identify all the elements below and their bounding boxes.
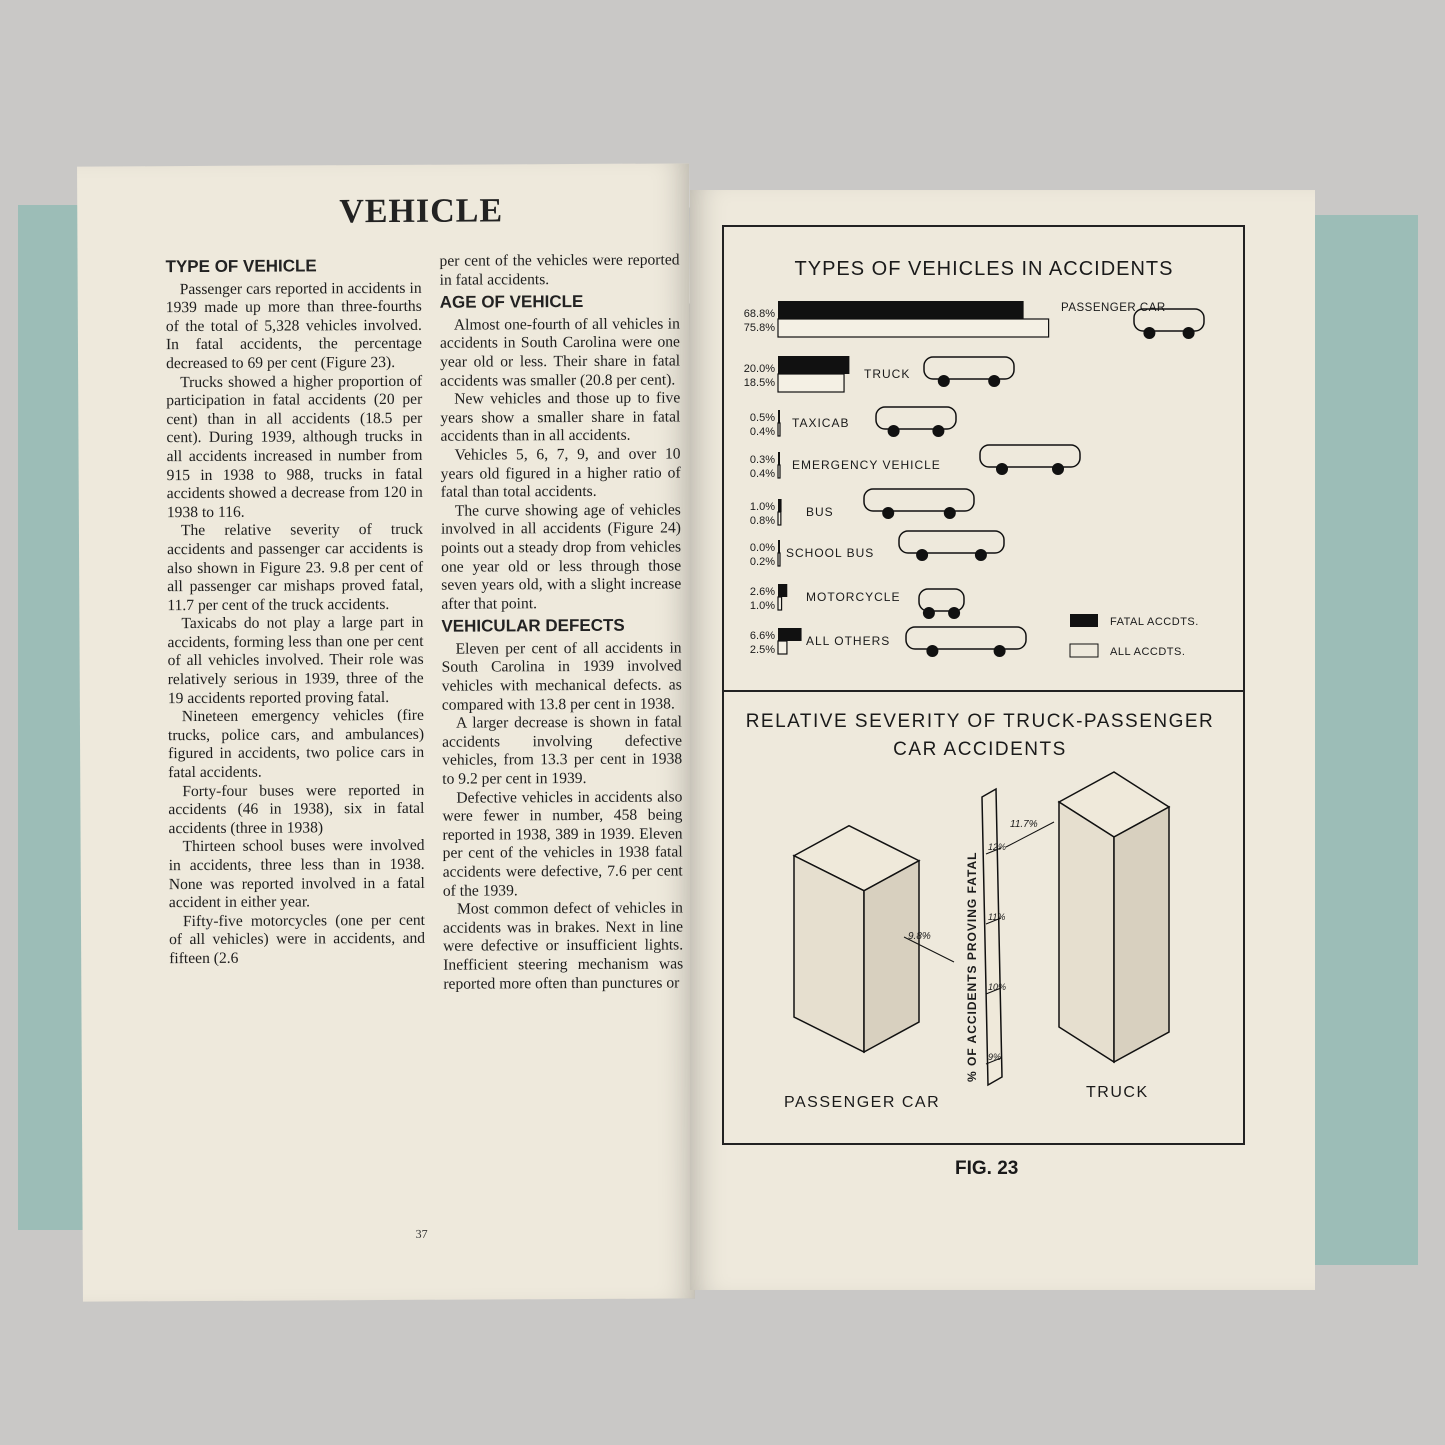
category-label: TRUCK: [864, 367, 911, 381]
fatal-bar: [778, 356, 849, 374]
fatal-bar: [778, 540, 780, 553]
all-bar: [778, 597, 782, 610]
paragraph: Passenger cars reported in accidents in 1939 made up more than three-fourths of the total of 5,328 vehicles involved. In fatal accidents, the percentage decreased to 69 per cent (Figure 23).: [165, 279, 423, 373]
legend-all-label: ALL ACCDTS.: [1110, 646, 1186, 658]
wheel-icon: [882, 507, 894, 519]
section-heading: VEHICULAR DEFECTS: [441, 616, 625, 636]
all-bar: [778, 319, 1049, 337]
category-label: TAXICAB: [792, 416, 850, 430]
section-heading: AGE OF VEHICLE: [439, 292, 584, 312]
page-title: VEHICLE: [339, 192, 504, 231]
wheel-icon: [916, 549, 928, 561]
paragraph: Taxicabs do not play a large part in accidents, forming less than one per cent of all vehicles involved. Their role was relatively serious in 1939, three of the 19 accidents reported proving fatal.: [167, 614, 424, 707]
all-value-label: 0.2%: [749, 556, 775, 568]
horse-cart-icon: [906, 627, 1026, 649]
fatal-bar: [778, 452, 780, 465]
fatal-bar: [778, 499, 782, 512]
paragraph: A larger decrease is shown in fatal accidents involving defective vehicles, from 13.3 per cent in 1938 to 9.2 per cent in 1939.: [442, 713, 683, 788]
fatal-value-label: 0.3%: [749, 454, 775, 466]
school-bus-icon: [899, 531, 1004, 553]
wheel-icon: [988, 375, 1000, 387]
category-label: MOTORCYCLE: [806, 590, 901, 604]
wheel-icon: [1183, 327, 1195, 339]
all-value-label: 2.5%: [749, 644, 775, 656]
right-page: [690, 190, 1315, 1290]
wheel-icon: [1052, 463, 1064, 475]
wheel-icon: [932, 425, 944, 437]
fatal-value-label: 20.0%: [743, 363, 775, 375]
figure-frame: [722, 225, 1245, 1145]
category-label: PASSENGER CAR: [1061, 302, 1166, 314]
scale-tick-label: 11%: [988, 912, 1006, 922]
all-value-label: 1.0%: [749, 600, 775, 612]
paragraph: The curve showing age of vehicles involved in all accidents (Figure 24) points out a steady drop from vehicles one year old or less through those seven years old, with a slight increase after that point.: [440, 501, 682, 613]
all-bar: [778, 512, 781, 525]
chart-title: RELATIVE SEVERITY OF TRUCK-PASSENGER CAR ACCIDENTS: [745, 711, 1215, 760]
wheel-icon: [888, 425, 900, 437]
paragraph: Vehicles 5, 6, 7, 9, and over 10 years old figured in a higher ratio of fatal than total accidents.: [440, 445, 681, 501]
category-label: PASSENGER CAR: [784, 1094, 941, 1111]
wheel-icon: [948, 607, 960, 619]
legend-fatal-label: FATAL ACCDTS.: [1110, 616, 1199, 628]
all-bar: [778, 641, 787, 654]
all-bar: [778, 465, 780, 478]
category-label: SCHOOL BUS: [786, 546, 875, 560]
figure-label: FIG. 23: [955, 1158, 1019, 1179]
y-axis-label: % OF ACCIDENTS PROVING FATAL: [965, 851, 979, 1082]
paragraph: Fifty-five motorcycles (one per cent of all vehicles) were in accidents, and fifteen (2.6: [169, 911, 426, 968]
fatal-bar: [778, 628, 802, 641]
taxi-icon: [876, 407, 956, 429]
all-bar: [778, 423, 780, 436]
chart-title: TYPES OF VEHICLES IN ACCIDENTS: [794, 258, 1174, 280]
paragraph: Trucks showed a higher proportion of participation in fatal accidents (20 per cent) than in all accidents (18.5 per cent). During 1939, although trucks in all accidents increased in number from 915 in 1938 to 988, trucks in fatal accidents showed a decrease from 120 in 1938 to 116.: [166, 372, 423, 521]
scale-tick-label: 12%: [988, 842, 1007, 852]
category-label: TRUCK: [1086, 1084, 1149, 1101]
fatal-bar: [778, 410, 780, 423]
paragraph: Most common defect of vehicles in accidents was in brakes. Next in line were defective or insufficient lights. Inefficient steering mechanism was reported more often than punctures or: [442, 899, 684, 993]
wheel-icon: [926, 645, 938, 657]
all-value-label: 0.4%: [749, 426, 775, 438]
all-value-label: 18.5%: [743, 377, 775, 389]
wheel-icon: [923, 607, 935, 619]
page-number: 37: [415, 1226, 428, 1241]
scale-tick-label: 9%: [988, 1052, 1002, 1062]
fatal-bar: [778, 301, 1024, 319]
fatal-value-label: 2.6%: [749, 586, 775, 598]
truck-block-front: [1059, 802, 1114, 1062]
category-label: EMERGENCY VEHICLE: [792, 458, 941, 472]
fatal-value-label: 6.6%: [749, 630, 775, 642]
fatal-bar: [778, 584, 787, 597]
text-column-1: [165, 253, 425, 969]
wheel-icon: [938, 375, 950, 387]
paragraph: New vehicles and those up to five years show a smaller share in fatal accidents than in all accidents.: [440, 389, 681, 446]
paragraph: Almost one-fourth of all vehicles in accidents in South Carolina were one year old or less. Their share in fatal accidents was smaller (20.8 per cent).: [439, 315, 681, 390]
value-label: 9.8%: [908, 931, 931, 942]
all-value-label: 0.4%: [749, 468, 775, 480]
fatal-value-label: 1.0%: [749, 501, 775, 513]
all-value-label: 75.8%: [743, 322, 775, 334]
wheel-icon: [944, 507, 956, 519]
scale-tick-label: 10%: [988, 982, 1007, 992]
section-heading: TYPE OF VEHICLE: [165, 256, 317, 277]
motorcycle-icon: [919, 589, 964, 611]
paragraph: The relative severity of truck accidents and passenger car accidents is also shown in Figure 23. 9.8 per cent of all passenger car mishaps proved fatal, 11.7 per cent of the truck accidents.: [166, 521, 424, 614]
fatal-value-label: 0.5%: [749, 412, 775, 424]
fatal-value-label: 68.8%: [743, 308, 775, 320]
wheel-icon: [1143, 327, 1155, 339]
bus-icon: [864, 489, 974, 511]
paragraph: per cent of the vehicles were reported in fatal accidents.: [439, 251, 680, 289]
wheel-icon: [994, 645, 1006, 657]
left-page: [77, 163, 695, 1301]
book-cover-right: [1300, 215, 1418, 1265]
passenger-car-block-front: [794, 856, 864, 1052]
paragraph: Eleven per cent of all accidents in South Carolina in 1939 involved vehicles with mechanical defects. as compared with 13.8 per cent in 1938.: [441, 639, 682, 714]
legend-fatal-swatch: [1070, 614, 1098, 627]
all-bar: [778, 374, 844, 392]
value-label: 11.7%: [1010, 819, 1038, 830]
figure-divider: [724, 690, 1243, 692]
all-bar: [778, 553, 780, 566]
category-label: BUS: [806, 505, 834, 519]
ambulance-icon: [980, 445, 1080, 467]
wheel-icon: [996, 463, 1008, 475]
all-value-label: 0.8%: [749, 515, 775, 527]
truck-icon: [924, 357, 1014, 379]
paragraph: Forty-four buses were reported in accidents (46 in 1938), six in fatal accidents (three in 1938): [168, 781, 425, 837]
paragraph: Nineteen emergency vehicles (fire trucks, police cars, and ambulances) figured in accidents, two police cars in fatal accidents.: [167, 707, 425, 782]
passenger-car-block-side: [864, 861, 919, 1052]
paragraph: Thirteen school buses were involved in accidents, three less than in 1938. None was reported involved in a fatal accident in either year.: [168, 837, 425, 912]
wheel-icon: [975, 549, 987, 561]
scale-column: [982, 789, 1002, 1085]
figure-chart: [724, 227, 1243, 1143]
legend-all-swatch: [1070, 644, 1098, 657]
text-column-2: [439, 251, 683, 993]
fatal-value-label: 0.0%: [749, 542, 775, 554]
truck-block-side: [1114, 807, 1169, 1062]
category-label: ALL OTHERS: [806, 634, 891, 648]
paragraph: Defective vehicles in accidents also were fewer in number, 458 being reported in 1938, 389 in 1939. Eleven per cent of the vehicles in 1938 fatal accidents were defective, 7.6 per cent of the 1939.: [442, 788, 683, 900]
